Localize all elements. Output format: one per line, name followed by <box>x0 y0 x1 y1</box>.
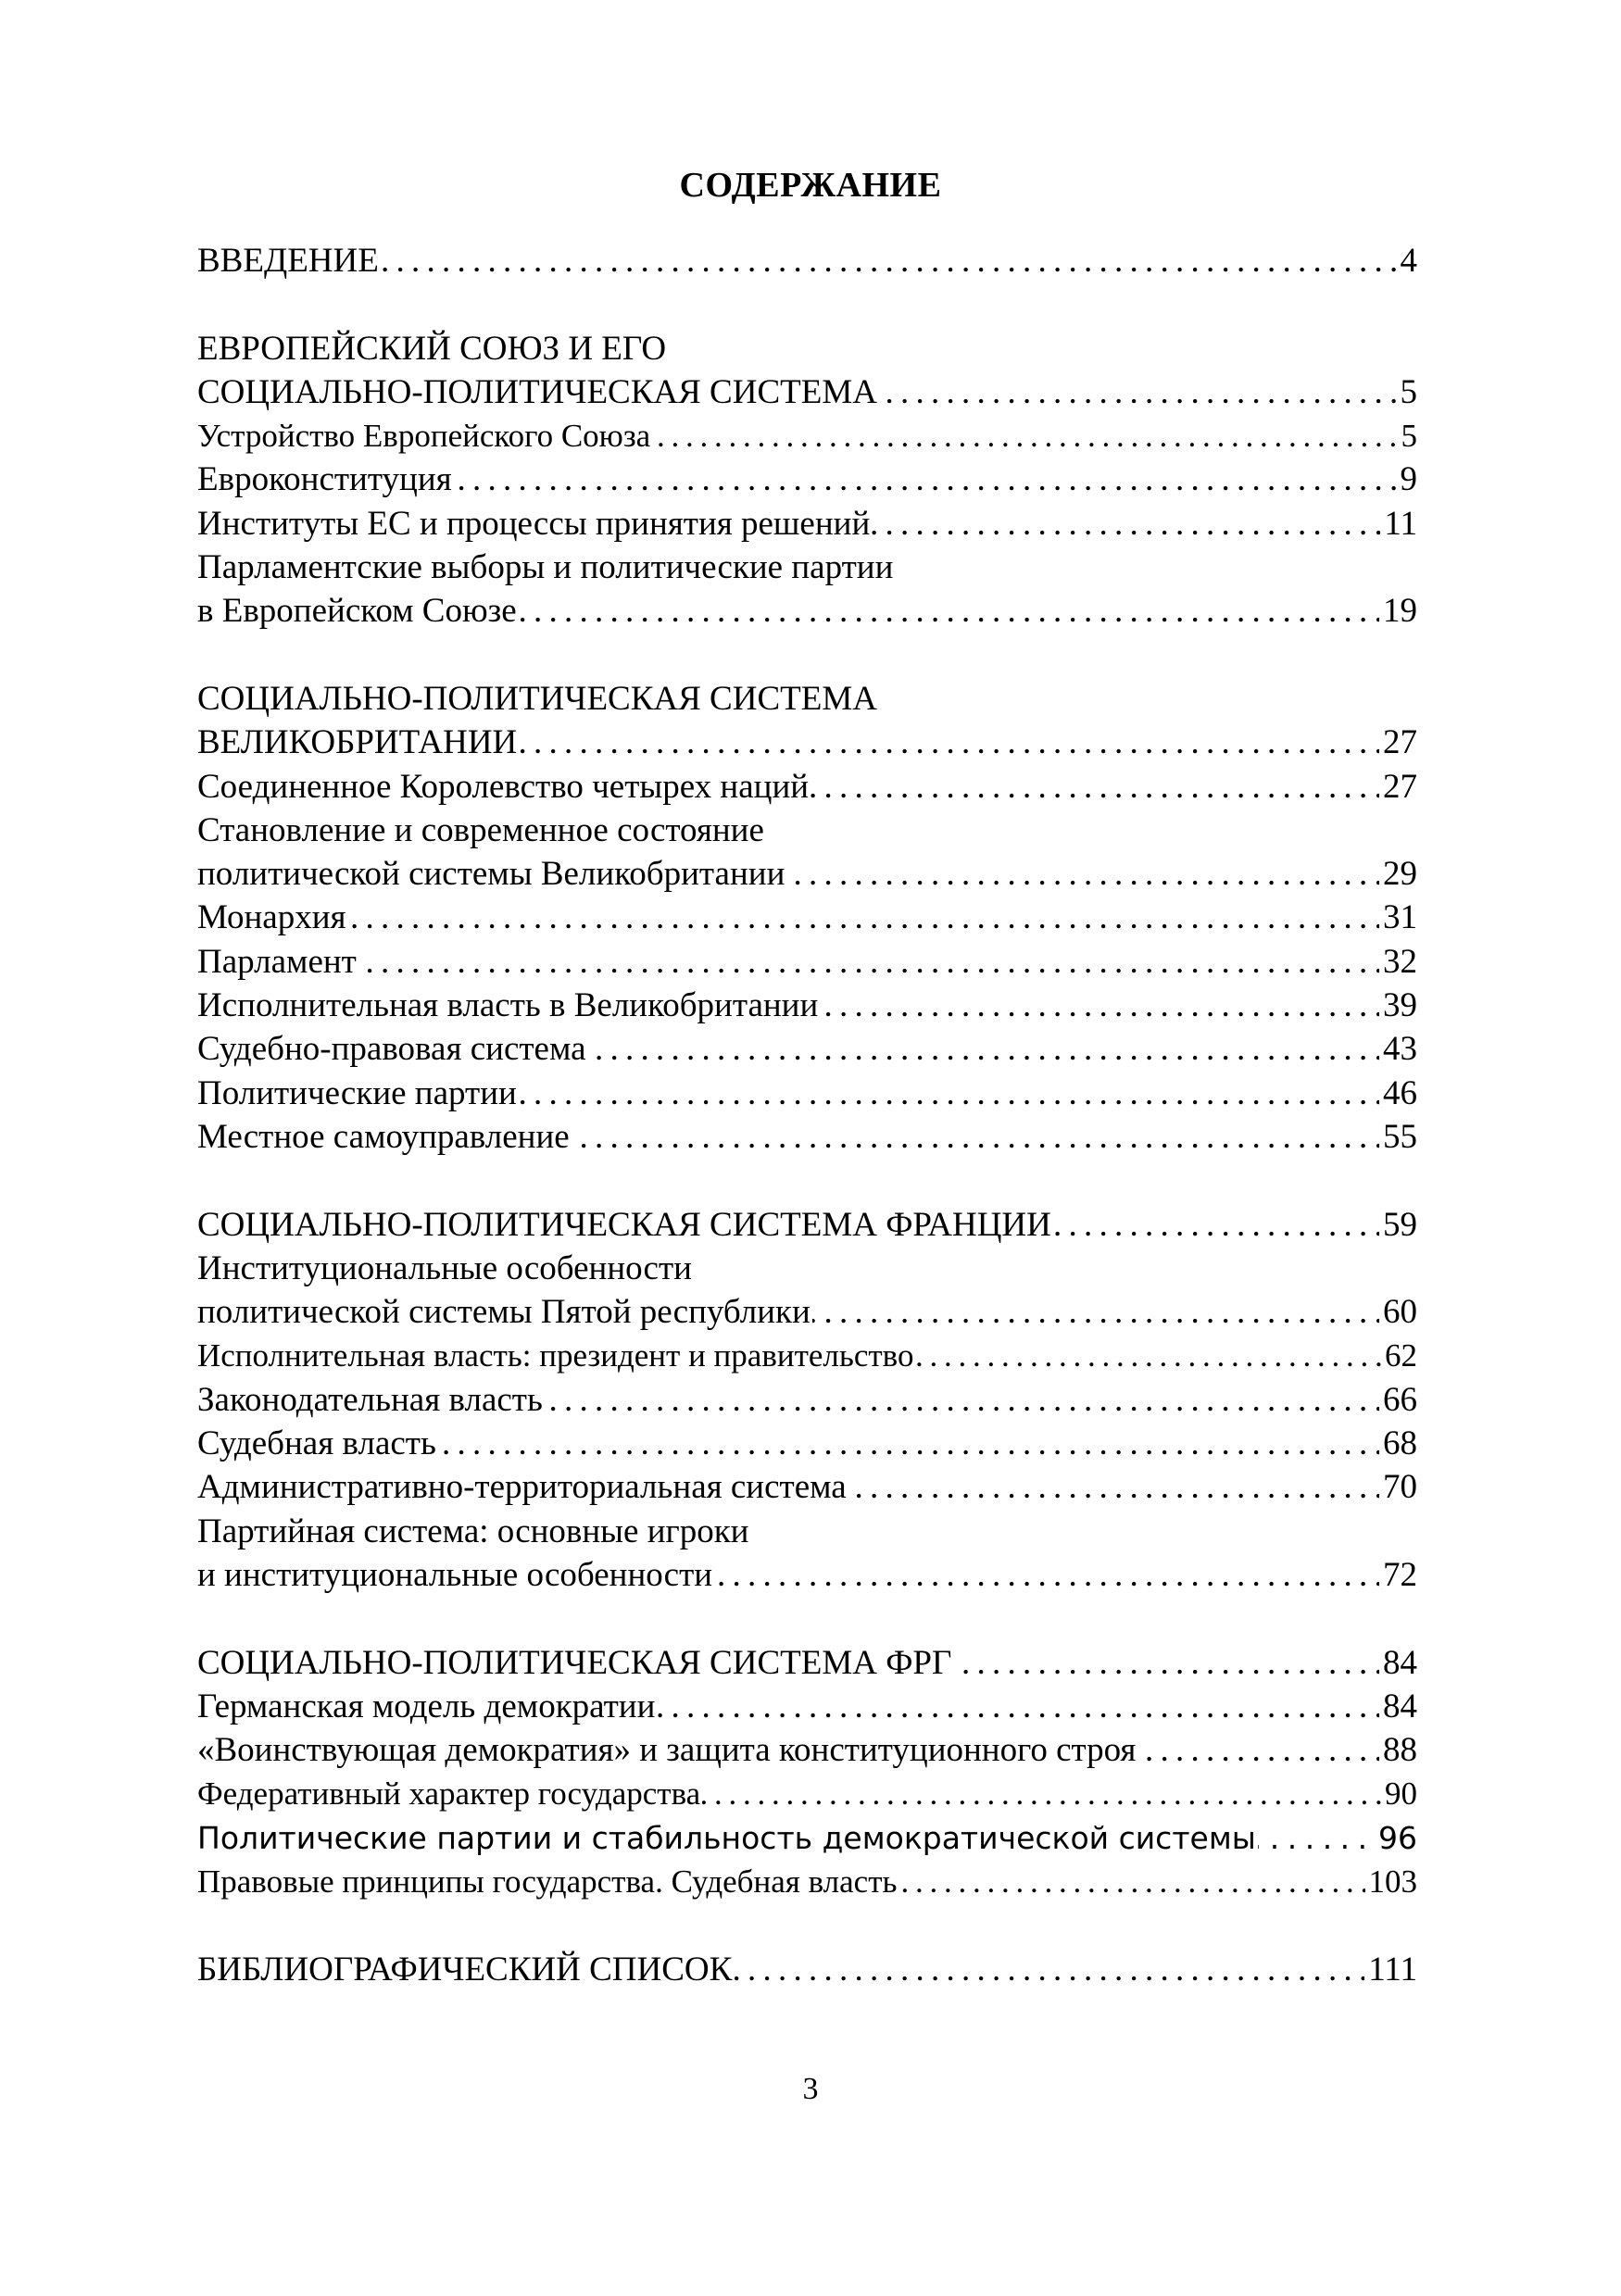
toc-entry-text: политической системы Пятой республики <box>197 1293 810 1332</box>
toc-entry-page: 27 <box>1379 765 1417 809</box>
toc-entry-text: БИБЛИОГРАФИЧЕСКИЙ СПИСОК <box>197 1950 733 1989</box>
toc-entry-page: 62 <box>1381 1334 1417 1377</box>
toc-entry-gb-sudebno-pravovaya[interactable] <box>197 1027 1417 1071</box>
toc-entry-text: Федеративный характер государства <box>197 1775 701 1813</box>
toc-entry-fr-ispolnitelnaya[interactable] <box>197 1334 1417 1377</box>
toc-entry-text: СОЦИАЛЬНО-ПОЛИТИЧЕСКАЯ СИСТЕМА <box>197 679 877 718</box>
toc-entry-text: Административно-территориальная система <box>197 1468 847 1507</box>
toc-entry-page: 96 <box>1375 1816 1417 1860</box>
toc-entry-page: 90 <box>1381 1772 1417 1815</box>
toc-entry-es-parlament-line1[interactable] <box>197 546 1417 589</box>
section-gap <box>197 282 1417 326</box>
toc-entry-text: Монархия <box>197 898 346 937</box>
toc-entry-text: Правовые принципы государства. Судебная власть <box>197 1863 898 1900</box>
toc-entry-text: Устройство Европейского Союза <box>197 418 651 455</box>
toc-entry-text: Судебно-правовая система <box>197 1030 586 1069</box>
toc-entry-text: ЕВРОПЕЙСКИЙ СОЮЗ И ЕГО <box>197 329 667 368</box>
toc-entry-text: Законодательная власть <box>197 1380 543 1419</box>
section-gap <box>197 1903 1417 1947</box>
toc-entry-gb-korolevstvo[interactable] <box>197 765 1417 809</box>
toc-entry-page: 72 <box>1379 1553 1417 1597</box>
toc-entry-text: Исполнительная власть в Великобритании <box>197 986 819 1025</box>
toc-entry-text: Политические партии <box>197 1073 517 1112</box>
toc-entry-page: 29 <box>1379 852 1417 896</box>
toc-entry-text: Парламентские выборы и политические партии <box>197 548 894 587</box>
toc-entry-es-evrokonstitutsiya[interactable] <box>197 458 1417 501</box>
toc-entry-page: 84 <box>1379 1685 1417 1728</box>
section-gap <box>197 634 1417 677</box>
toc-entry-text: СОЦИАЛЬНО-ПОЛИТИЧЕСКАЯ СИСТЕМА ФРГ <box>197 1643 952 1682</box>
toc-entry-text: Германская модель демократии <box>197 1687 656 1725</box>
toc-entry-fr-zakonodatelnaya[interactable] <box>197 1378 1417 1422</box>
toc-entry-fr-administrativnaya[interactable] <box>197 1465 1417 1509</box>
page-title: СОДЕРЖАНИЕ <box>679 166 942 205</box>
toc-entry-page: 70 <box>1379 1465 1417 1509</box>
toc-entry-text: Судебная власть <box>197 1424 436 1463</box>
toc-entry-text: Местное самоуправление <box>197 1117 570 1156</box>
toc-entry-gb-heading-line1[interactable] <box>197 677 1417 721</box>
toc-entry-de-federativnyy[interactable] <box>197 1772 1417 1815</box>
toc-entry-text: ВВЕДЕНИЕ <box>197 242 379 280</box>
toc-entry-gb-ispolnitelnaya[interactable] <box>197 984 1417 1027</box>
toc-entry-gb-parlament[interactable] <box>197 940 1417 984</box>
toc-entry-text: Парламент <box>197 942 357 981</box>
toc-entry-page: 111 <box>1364 1948 1417 1991</box>
toc-entry-page: 4 <box>1397 239 1418 282</box>
toc-entry-fr-partiynaya-line1[interactable] <box>197 1510 1417 1553</box>
toc-entry-de-heading[interactable] <box>197 1641 1417 1685</box>
toc-entry-text: и институциональные особенности <box>197 1555 713 1594</box>
toc-entry-page: 84 <box>1379 1641 1417 1685</box>
toc-entry-es-heading-line2[interactable] <box>197 370 1417 414</box>
toc-entry-text: СОЦИАЛЬНО-ПОЛИТИЧЕСКАЯ СИСТЕМА ФРАНЦИИ <box>197 1205 1051 1244</box>
toc-entry-page: 66 <box>1379 1378 1417 1422</box>
toc-entry-page: 59 <box>1379 1203 1417 1247</box>
toc-entry-text: Партийная система: основные игроки <box>197 1512 749 1550</box>
toc-entry-text: СОЦИАЛЬНО-ПОЛИТИЧЕСКАЯ СИСТЕМА <box>197 372 877 411</box>
section-gap <box>197 1597 1417 1640</box>
page-number: 3 <box>802 2072 819 2106</box>
toc-entry-fr-instituty-line1[interactable] <box>197 1247 1417 1290</box>
section-gap <box>197 1159 1417 1202</box>
toc-entry-text: Исполнительная власть: президент и правительство <box>197 1337 914 1374</box>
toc-entry-de-voinstvuyushchaya[interactable] <box>197 1728 1417 1772</box>
toc-entry-text: Политические партии и стабильность демократической системы <box>197 1819 1256 1856</box>
toc-entry-fr-partiynaya-line2[interactable] <box>197 1553 1417 1597</box>
toc-entry-es-instituty[interactable] <box>197 502 1417 546</box>
toc-entry-page: 55 <box>1379 1115 1417 1159</box>
toc-entry-gb-monarhiya[interactable] <box>197 896 1417 939</box>
toc-entry-page: 32 <box>1379 940 1417 984</box>
toc-entry-page: 31 <box>1379 896 1417 939</box>
toc-entry-page: 9 <box>1397 458 1418 501</box>
toc-entry-text: ВЕЛИКОБРИТАНИИ <box>197 723 518 762</box>
toc-entry-gb-heading-line2[interactable] <box>197 721 1417 764</box>
toc-entry-vvedenie[interactable] <box>197 239 1417 282</box>
toc-entry-text: Соединенное Королевство четырех наций <box>197 767 810 806</box>
toc-entry-page: 39 <box>1379 984 1417 1027</box>
toc-entry-de-model[interactable] <box>197 1685 1417 1728</box>
toc-entry-gb-stanovlenie-line2[interactable] <box>197 852 1417 896</box>
toc-entry-fr-sudebnaya[interactable] <box>197 1422 1417 1465</box>
toc-entry-bibliografiya[interactable] <box>197 1948 1417 1991</box>
toc-entry-gb-partii[interactable] <box>197 1072 1417 1115</box>
toc-entry-page: 88 <box>1379 1728 1417 1772</box>
toc-entry-text: Становление и современное состояние <box>197 810 764 849</box>
toc-entry-page: 46 <box>1379 1072 1417 1115</box>
toc-entry-text: Институциональные особенности <box>197 1248 692 1287</box>
toc-entry-es-heading-line1[interactable] <box>197 327 1417 370</box>
toc-entry-gb-samoupravlenie[interactable] <box>197 1115 1417 1159</box>
toc-entry-page: 11 <box>1380 502 1417 546</box>
toc-entry-fr-instituty-line2[interactable] <box>197 1290 1417 1334</box>
toc-entry-de-partii[interactable] <box>197 1816 1417 1860</box>
toc-entry-gb-stanovlenie-line1[interactable] <box>197 809 1417 852</box>
table-of-contents <box>197 239 1417 1991</box>
toc-entry-page: 68 <box>1379 1422 1417 1465</box>
toc-entry-page: 5 <box>1398 414 1418 458</box>
toc-entry-page: 19 <box>1379 589 1417 633</box>
toc-entry-de-pravovye[interactable] <box>197 1860 1417 1903</box>
toc-entry-page: 27 <box>1379 721 1417 764</box>
toc-entry-fr-heading[interactable] <box>197 1203 1417 1247</box>
toc-entry-text: политической системы Великобритании <box>197 855 785 894</box>
toc-entry-page: 103 <box>1365 1860 1418 1903</box>
toc-entry-text: Евроконституция <box>197 460 452 499</box>
toc-entry-page: 43 <box>1379 1027 1417 1071</box>
toc-entry-text: в Европейском Союзе <box>197 592 517 631</box>
toc-entry-page: 5 <box>1397 370 1418 414</box>
toc-entry-es-ustroystvo[interactable] <box>197 414 1417 458</box>
toc-entry-page: 60 <box>1379 1290 1417 1334</box>
toc-entry-es-parlament-line2[interactable] <box>197 589 1417 633</box>
toc-entry-text: «Воинствующая демократия» и защита конституционного строя <box>197 1731 1137 1770</box>
toc-entry-text: Институты ЕС и процессы принятия решений <box>197 504 871 543</box>
